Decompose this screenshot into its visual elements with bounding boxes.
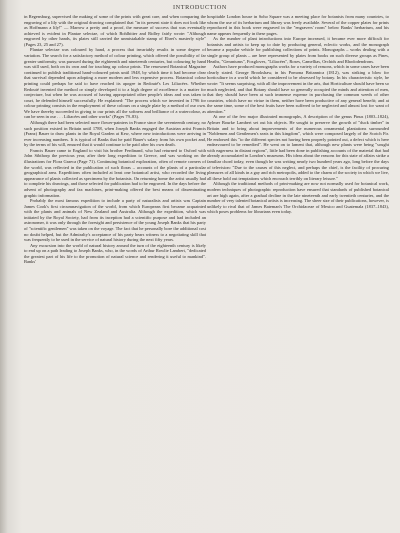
right-column [207,14,389,215]
paragraph: Authors have produced monographs works for a variety of reasons, which in some cases have been clearly stated. George Brookshaw, in his Pomona Britannica (1812), was striking a blow for horticulture in a world which he considered to be obsessed by botany. In his characteristic style, he wrote: "It seems surprising, with all the improvement in the arts, that Horticulture should have been so much neglected, and that Botany should have so generally occupied the minds and attention of men, that they should have been at such immense expense in purchasing the common weeds of other countries, which have no virtue in them, neither have been productive of any general benefit; and at the same time, some of the best fruits have been suffered to be neglected and almost lost for want of attention." [207,64,389,114]
running-header: INTRODUCTION [173,4,227,11]
paragraph: Although there had been selected more flower-painters in France since the seventeenth century, no such position existed in Britain until 1788, when Joseph Banks engaged the Austrian artist Francis (Franz) Bauer to draw plants in the Royal Garden at Kew, where new introductions were arriving in ever increasing numbers. It is typical of Banks that he paid Bauer's salary from his own pocket and, by the terms of his will, ensured that it would continue to be paid after his own death. [24,119,206,148]
paragraph: At one of the few major illustrated monographs, A description of the genus Pinus (1803–1824), Aylmer Bourke Lambert set out his objects. He sought to preserve the growth of "duck timber" in Britain and to bring about improvements of the numerous ornamental plantations surrounded "Noblemen and Gentlemen's seats in this kingdom", which were composed largely of the Scotch Fir. He endorsed this "to the different species not having been properly pointed out, a defect which is here endeavoured to be remedied". He went on to lament that, although new plants were being "sought with eagerness in distant regions", little had been done in publishing accounts of the material that had already accumulated in London's museums. His ideas about the reasons for this state of affairs strike a familiar chord today, even though he was writing nearly two hundred years ago, long before the days of television: "Due to the causes of this neglect, and perhaps the chief, is the facility of procuring pleasures of all kinds in a gay and rich metropolis, added to the charm of the society in which we live, all these hold out temptations which encroach terribly on literary leisure." [207,114,389,181]
paragraph: Any excursion into the world of natural history around the turn of the eighteenth century is likely to end up on a path leading to Joseph Banks, who, in the words of Arthur Rowlie Lambert, "dedicated the greatest part of his life to the promotion of natural science and rendering it useful to mankind". Banks' [24,242,206,265]
paragraph: Probably the most famous expedition to include a party of naturalists and artists was Captain James Cook's first circumnavigation of the world, from which Europeans first became acquainted with the plants and animals of New Zealand and Australia. Although the expedition, which was initiated by the Royal Society, had from its inception had a scientific purpose and had included an astronomer, it was only through the foresight and persistence of the young Joseph Banks that his party of "scientific gentlemen" was taken on the voyage. The fact that he personally bore the additional cost no doubt helped, but the Admiralty's acceptance of his party bears witness to a negotiating skill that was frequently to be used in the service of natural history during the next fifty years. [24,198,206,243]
paragraph: Although the traditional methods of print-making are now not normally used for botanical work, modern techniques of photographic reproduction have ensured that standards of published botanical art are high again, after a gradual decline in the late nineteenth and early twentieth centuries, and the number of very talented botanical artists is increasing. The sheer size of their publications, however, is unlikely to rival that of James Bateman's The Orchidaceae of Mexico and Guatemala (1837–1843), which poses problems for librarians even today. [207,181,389,215]
paragraph: in Regensburg, supervised the making of some of the prints with great care, and when comparing the engraving of a lily with the original drawing complained that "in its present state it does not look like as Hoffmann a lily!" — Marrow a pretty and a proof, the measure of success that was eventually achieved is evident in Plantae selectae, of which Bohlbitter and Ridley fairly wrote: "Although engraved by other hands, its plates still carried the unmistakable stamp of Ehret's masterly style" (Pages 23, 25 and 27). [24,14,206,47]
left-column [24,14,206,265]
paragraph: Francis Bauer came to England to visit his brother Ferdinand, who had returned to Oxford with John Sibthorp the previous year, after their long expedition to Greece, and was working on the illustrations for Flora Graeca (Page 71). Continuing botanical exploration, often of remote corners of the world, was reflected in the publication of such floras – accounts of the plants of a particular geographical area. Expeditions often included at least one botanical artist, who recorded the living appearance of plants collected as specimens by the botanists. On returning home the artist usually had to complete his drawings, and those selected for publication had to be engraved. In the days before the advent of photography and fax machines, print-making offered the best means of disseminating graphic information. [24,147,206,198]
page-gutter [0,0,14,533]
paragraph: hospitable London house in Soho Square was a meeting place for botanists from many countries, to whom the use of its herbarium and library was freely available. Several of the copper plates for prints reproduced in this book were engraved in the "engravers' room" below Banks' herbarium, and his name appears frequently in these pages. [207,14,389,36]
paragraph: Plantae selectae was coloured by hand, a process that invariably results in some degree of variation. The search for a satisfactory method of colour printing, which offered the possibility of far greater uniformity, was pursued during the eighteenth and nineteenth centuries, but colouring by hand was still used, both on its own and for touching up colour prints. The renowned Botanical Magazine continued to publish traditional hand-coloured prints until 1948, by which time it had become clear that survival depended upon adopting a more modern and less expensive process. Botanical colour printing could perhaps be said to have reached its apogee in Redouté's Les Liliacées. Whether Redouté invented the method or simply developed it to a high degree of excellence is a matter for conjecture, but when he was accused of having appropriated other people's ideas and was taken to court, he defended himself successfully. He explained: "The process which we invented in 1796 for colour printing consists in the employment of these colours on a single plate by a method of our own. We have thereby succeeded in giving to our prints all the softness and brilliance of a watercolour, as can be seen in our . . . Liliacées and other works" (Pages 79–83). [24,47,206,120]
paragraph: As the number of plant introductions into Europe increased, it became ever more difficult for botanists and artists to keep up to date by producing general, eclectic works, and the monograph became a popular vehicle for publishing collections of prints. Monographs – works dealing with a single group of plants – are here represented by plates from books on such diverse groups as Pines, Heaths, "Geraniums", Foxgloves, "Liliacées", Roses, Camellias, Orchids and Rhododendrons. [207,36,389,64]
